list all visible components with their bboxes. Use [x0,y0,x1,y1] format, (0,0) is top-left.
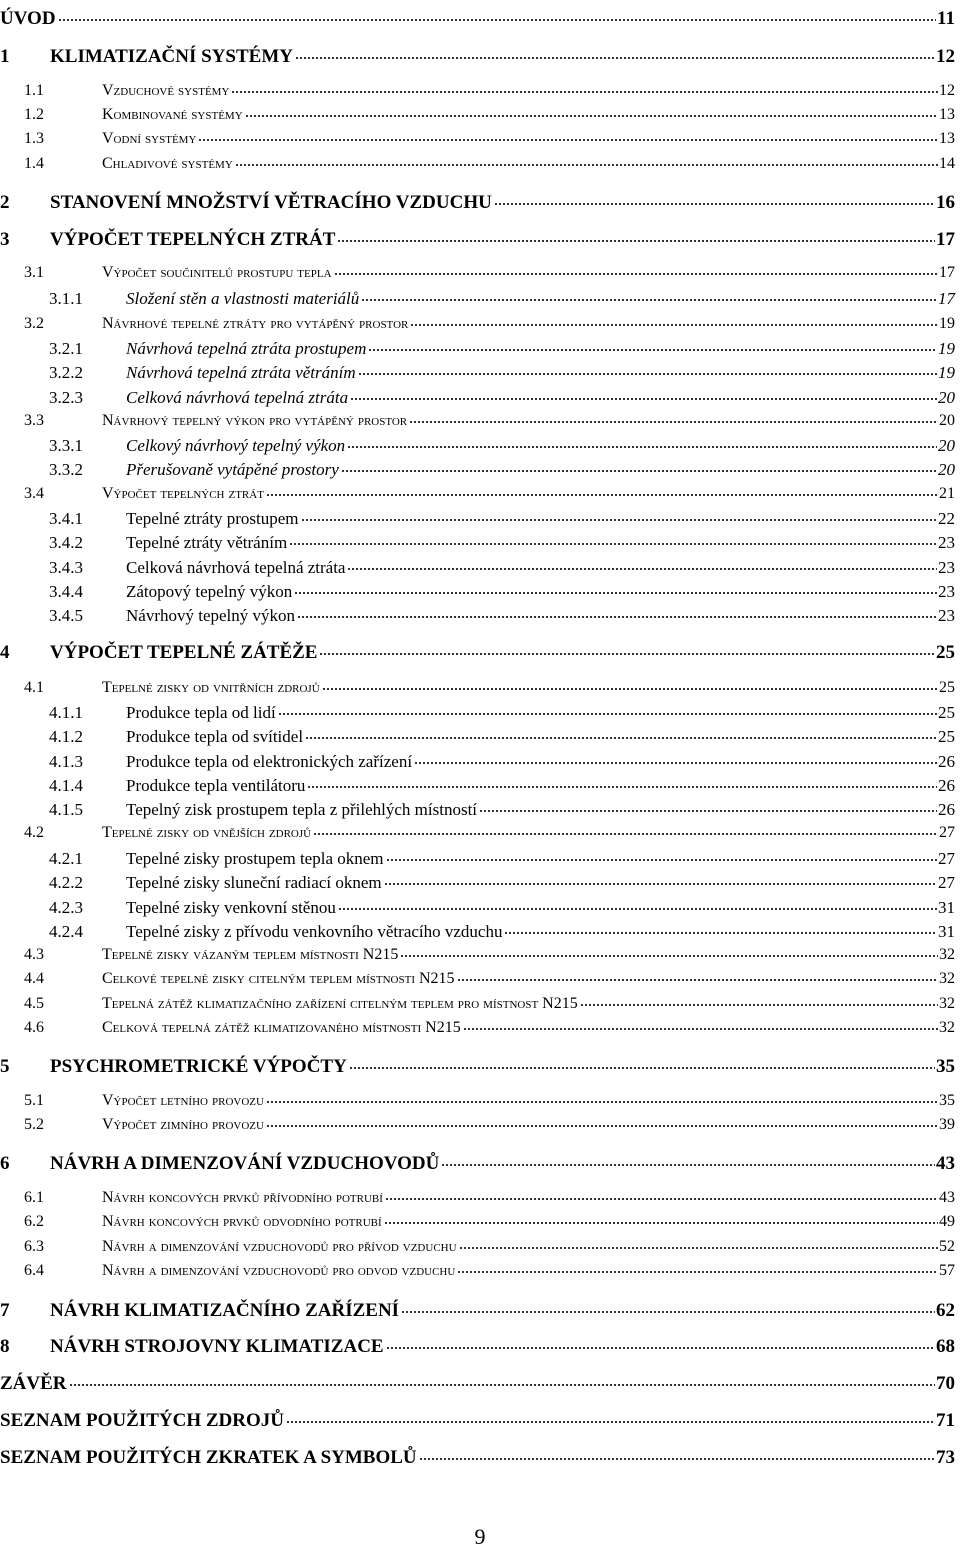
toc-entry[interactable] [24,1111,955,1134]
toc-entry[interactable] [49,698,955,723]
toc-entry-page: 62 [936,1299,955,1321]
toc-entry-page: 32 [939,1019,955,1037]
toc-entry-number: 3.4.4 [49,581,83,601]
toc-entry[interactable] [24,101,955,124]
dot-leader [409,407,938,425]
dot-leader [386,1330,935,1352]
toc-entry[interactable] [24,990,955,1013]
toc-entry-page: 43 [936,1152,955,1174]
dot-leader [58,2,936,24]
toc-entry[interactable] [24,1184,955,1207]
dot-leader [307,771,937,791]
toc-entry-title: Návrhový tepelný výkon pro vytápěný prostor [102,412,408,430]
toc-entry-page: 13 [939,106,955,124]
toc-entry-number: 5.2 [24,1116,44,1134]
toc-entry-title: KLIMATIZAČNÍ SYSTÉMY [50,45,293,67]
toc-entry-number: 4 [0,641,10,663]
toc-entry-page: 25 [938,726,955,746]
toc-entry-page: 68 [936,1335,955,1357]
dot-leader [305,722,937,742]
toc-entry-title: Návrh a dimenzování vzduchovodů pro odvod vzduchu [102,1262,456,1280]
toc-entry-page: 20 [938,387,955,407]
toc-entry[interactable] [49,431,955,456]
toc-entry-title: Tepelné zisky vázaným teplem místnosti N215 [102,946,399,964]
toc-entry-number: 4.1.2 [49,726,83,746]
toc-entry[interactable] [24,1208,955,1231]
toc-entry-page: 19 [938,362,955,382]
toc-entry[interactable] [0,1441,955,1469]
toc-entry[interactable] [0,1404,955,1432]
toc-entry-number: 4.1.5 [49,799,83,819]
toc-entry-title: SEZNAM POUŽITÝCH ZKRATEK A SYMBOLŮ [0,1446,417,1468]
dot-leader [266,480,938,498]
toc-entry-number: 4.3 [24,946,44,964]
toc-entry-title: Vodní systémy [102,130,197,148]
toc-entry-page: 27 [939,824,955,842]
toc-entry-page: 17 [938,288,955,308]
toc-entry-title: Tepelné zisky venkovní stěnou [126,897,336,917]
dot-leader [266,1111,938,1129]
toc-entry-number: 5 [0,1055,10,1077]
dot-leader [385,1184,938,1202]
toc-entry-title: Produkce tepla od lidí [126,702,276,722]
toc-entry-number: 3.4.3 [49,557,83,577]
page-number: 9 [474,1524,486,1549]
dot-leader [319,636,935,658]
toc-entry-title: Zátopový tepelný výkon [126,581,293,601]
toc-entry-page: 35 [936,1055,955,1077]
toc-entry[interactable] [0,186,955,214]
toc-entry[interactable] [24,259,955,282]
dot-leader [457,965,938,983]
toc-entry-title: Tepelný zisk prostupem tepla z přilehlých místností [126,799,478,819]
toc-entry[interactable] [49,868,955,893]
dot-leader [322,674,938,692]
toc-entry[interactable] [49,455,955,480]
dot-leader [294,577,937,597]
dot-leader [289,528,937,548]
toc-entry-title: Celkové tepelné zisky citelným teplem místnosti N215 [102,970,455,988]
toc-entry-page: 25 [939,679,955,697]
toc-entry[interactable] [24,941,955,964]
toc-entry-page: 17 [939,264,955,282]
dot-leader [580,990,938,1008]
toc-entry-title: Celková návrhová tepelná ztráta [126,387,349,407]
toc-entry[interactable] [0,1050,955,1078]
dot-leader [350,383,937,403]
toc-entry-number: 6.3 [24,1238,44,1256]
toc-entry-number: 1.4 [24,155,44,173]
toc-entry-number: 4.1.3 [49,751,83,771]
toc-entry-number: 8 [0,1335,10,1357]
toc-entry-title: Návrh koncových prvků přívodního potrubí [102,1189,383,1207]
toc-entry[interactable] [49,553,955,578]
toc-entry-title: Návrh a dimenzování vzduchovodů pro přívod vzduchu [102,1238,457,1256]
toc-entry-number: 4.1 [24,679,44,697]
toc-entry[interactable] [0,1330,955,1358]
toc-entry-title: Celkový návrhový tepelný výkon [126,435,346,455]
dot-leader [368,334,937,354]
dot-leader [341,455,937,475]
toc-entry-number: 3.1.1 [49,288,83,308]
toc-entry-title: NÁVRH A DIMENZOVÁNÍ VZDUCHOVODŮ [50,1152,440,1174]
toc-entry-title: Produkce tepla od elektronických zařízení [126,751,413,771]
dot-leader [386,844,937,864]
dot-leader [479,795,937,815]
dot-leader [301,504,937,524]
toc-entry-number: 4.1.4 [49,775,83,795]
toc-entry-title: SEZNAM POUŽITÝCH ZDROJŮ [0,1409,284,1431]
dot-leader [414,747,937,767]
toc-entry[interactable] [24,480,955,503]
toc-entry-title: Celková tepelná zátěž klimatizovaného místnosti N215 [102,1019,461,1037]
toc-entry-page: 20 [938,435,955,455]
toc-entry[interactable] [24,965,955,988]
toc-entry-page: 26 [938,775,955,795]
toc-entry-number: 1.1 [24,82,44,100]
toc-entry-title: Celková návrhová tepelná ztráta [126,557,346,577]
dot-leader [295,40,935,62]
toc-entry-number: 4.2.4 [49,921,83,941]
toc-entry-page: 26 [938,751,955,771]
toc-entry[interactable] [24,819,955,842]
toc-entry-page: 14 [939,155,955,173]
toc-entry-page: 19 [939,315,955,333]
toc-entry-page: 20 [939,412,955,430]
dot-leader [419,1441,935,1463]
dot-leader [235,150,938,168]
toc-entry-number: 3.2 [24,315,44,333]
toc-entry-title: Tepelné ztráty větráním [126,532,288,552]
toc-entry[interactable] [49,284,955,309]
toc-entry-number: 3.4 [24,485,44,503]
toc-entry-title: Návrh koncových prvků odvodního potrubí [102,1213,382,1231]
dot-leader [245,101,938,119]
toc-entry-number: 6.2 [24,1213,44,1231]
toc-entry-number: 6 [0,1152,10,1174]
toc-entry-title: Tepelné zisky sluneční radiací oknem [126,872,382,892]
toc-entry[interactable] [24,1014,955,1037]
toc-entry-title: Tepelné zisky od vnitřních zdrojů [102,679,320,697]
toc-entry-page: 49 [939,1213,955,1231]
toc-entry-title: Kombinované systémy [102,106,243,124]
toc-entry-title: Tepelné zisky z přívodu venkovního větracího vzduchu [126,921,503,941]
dot-leader [494,186,935,208]
toc-entry-number: 3 [0,228,10,250]
toc-entry[interactable] [0,636,955,664]
toc-entry-page: 71 [936,1409,955,1431]
toc-entry-page: 25 [936,641,955,663]
dot-leader [410,310,938,328]
toc-entry-title: Tepelná zátěž klimatizačního zařízení citelným teplem pro místnost N215 [102,995,578,1013]
toc-entry[interactable] [49,747,955,772]
toc-entry-number: 4.4 [24,970,44,988]
dot-leader [384,868,937,888]
dot-leader [384,1208,938,1226]
toc-entry[interactable] [24,1257,955,1280]
toc-entry-title: Tepelné ztráty prostupem [126,508,299,528]
toc-entry-page: 32 [939,995,955,1013]
toc-entry-title: Návrhová tepelná ztráta větráním [126,362,356,382]
toc-entry-title: PSYCHROMETRICKÉ VÝPOČTY [50,1055,347,1077]
dot-leader [400,941,938,959]
toc-entry-page: 20 [938,459,955,479]
toc-entry[interactable] [49,771,955,796]
dot-leader [286,1404,935,1426]
toc-entry[interactable] [24,407,955,430]
toc-entry-number: 3.2.1 [49,338,83,358]
dot-leader [337,223,935,245]
toc-entry-title: Výpočet součinitelů prostupu tepla [102,264,332,282]
toc-entry-page: 32 [939,946,955,964]
toc-entry-page: 39 [939,1116,955,1134]
toc-entry-number: 3.3 [24,412,44,430]
toc-entry[interactable] [49,577,955,602]
toc-entry-title: Složení stěn a vlastnosti materiálů [126,288,360,308]
toc-entry[interactable] [0,223,955,251]
dot-leader [441,1147,935,1169]
toc-entry[interactable] [49,893,955,918]
toc-entry[interactable] [24,125,955,148]
dot-leader [278,698,937,718]
toc-entry-title: Návrhové tepelné ztráty pro vytápěný prostor [102,315,409,333]
toc-entry-page: 16 [936,191,955,213]
toc-entry-page: 23 [938,581,955,601]
toc-entry-page: 35 [939,1092,955,1110]
toc-entry-page: 12 [936,45,955,67]
toc-entry[interactable] [24,150,955,173]
toc-entry-number: 4.2.2 [49,872,83,892]
dot-leader [504,917,937,937]
dot-leader [349,1050,935,1072]
toc-entry[interactable] [49,528,955,553]
toc-entry-title: Výpočet letního provozu [102,1092,264,1110]
toc-entry[interactable] [49,358,955,383]
toc-entry-number: 4.2.3 [49,897,83,917]
toc-entry[interactable] [0,40,955,68]
toc-entry-title: Tepelné zisky od vnějších zdrojů [102,824,312,842]
dot-leader [69,1367,935,1389]
toc-entry-title: STANOVENÍ MNOŽSTVÍ VĚTRACÍHO VZDUCHU [50,191,492,213]
toc-entry[interactable] [49,917,955,942]
toc-entry-page: 31 [938,921,955,941]
toc-entry-title: Přerušovaně vytápěné prostory [126,459,339,479]
toc-entry-page: 32 [939,970,955,988]
toc-entry[interactable] [24,1233,955,1256]
dot-leader [361,284,937,304]
toc-entry-number: 6.1 [24,1189,44,1207]
toc-entry[interactable] [49,383,955,408]
toc-entry-number: 1.2 [24,106,44,124]
toc-entry[interactable] [49,795,955,820]
toc-entry[interactable] [0,1367,955,1395]
toc-entry-page: 57 [939,1262,955,1280]
toc-entry[interactable] [49,722,955,747]
toc-entry[interactable] [49,334,955,359]
toc-entry-page: 21 [939,485,955,503]
toc-entry-title: Návrhová tepelná ztráta prostupem [126,338,367,358]
toc-entry-number: 3.4.5 [49,605,83,625]
toc-entry-page: 11 [937,7,955,29]
toc-entry-number: 4.1.1 [49,702,83,722]
toc-entry-number: 3.3.2 [49,459,83,479]
toc-entry-title: ÚVOD [0,7,56,29]
toc-entry-number: 4.5 [24,995,44,1013]
toc-entry-number: 5.1 [24,1092,44,1110]
toc-entry[interactable] [24,310,955,333]
toc-entry[interactable] [24,1087,955,1110]
dot-leader [457,1257,938,1275]
toc-entry-page: 52 [939,1238,955,1256]
toc-entry-number: 1.3 [24,130,44,148]
toc-entry[interactable] [49,844,955,869]
toc-entry-number: 4.2.1 [49,848,83,868]
toc-entry-page: 19 [938,338,955,358]
toc-entry-page: 73 [936,1446,955,1468]
dot-leader [266,1087,938,1105]
toc-entry-title: Vzduchové systémy [102,82,230,100]
toc-entry-title: VÝPOČET TEPELNÉ ZÁTĚŽE [50,641,318,663]
toc-entry-title: Výpočet tepelných ztrát [102,485,264,503]
toc-entry-number: 3.3.1 [49,435,83,455]
toc-entry-page: 27 [938,848,955,868]
dot-leader [401,1294,935,1316]
toc-entry-number: 4.2 [24,824,44,842]
toc-entry-page: 17 [936,228,955,250]
toc-entry-page: 23 [938,605,955,625]
toc-entry-page: 25 [938,702,955,722]
toc-entry-title: VÝPOČET TEPELNÝCH ZTRÁT [50,228,336,250]
dot-leader [334,259,938,277]
dot-leader [347,553,937,573]
toc-entry[interactable] [49,601,955,626]
toc-entry-title: Chladivové systémy [102,155,233,173]
toc-entry-page: 43 [939,1189,955,1207]
toc-entry[interactable] [24,77,955,100]
toc-entry-page: 23 [938,557,955,577]
toc-entry-number: 1 [0,45,10,67]
toc-entry-number: 2 [0,191,10,213]
dot-leader [297,601,937,621]
toc-entry-title: NÁVRH KLIMATIZAČNÍHO ZAŘÍZENÍ [50,1299,400,1321]
toc-entry-page: 23 [938,532,955,552]
toc-entry-title: ZÁVĚR [0,1372,67,1394]
toc-entry-page: 70 [936,1372,955,1394]
toc-entry-title: NÁVRH STROJOVNY KLIMATIZACE [50,1335,384,1357]
toc-entry[interactable] [0,1294,955,1322]
dot-leader [198,125,938,143]
toc-entry[interactable] [0,1147,955,1175]
toc-entry[interactable] [24,674,955,697]
dot-leader [463,1014,938,1032]
toc-entry-number: 4.6 [24,1019,44,1037]
dot-leader [459,1233,938,1251]
toc-entry-title: Tepelné zisky prostupem tepla oknem [126,848,384,868]
toc-entry-title: Produkce tepla od svítidel [126,726,304,746]
toc-entry-page: 26 [938,799,955,819]
dot-leader [338,893,937,913]
toc-entry-title: Návrhový tepelný výkon [126,605,296,625]
toc-entry-page: 12 [939,82,955,100]
toc-entry-page: 13 [939,130,955,148]
toc-entry-number: 3.4.2 [49,532,83,552]
toc-entry-number: 3.1 [24,264,44,282]
toc-entry-page: 22 [938,508,955,528]
dot-leader [347,431,937,451]
dot-leader [358,358,937,378]
dot-leader [231,77,938,95]
toc-entry-number: 7 [0,1299,10,1321]
toc-entry[interactable] [0,2,955,30]
toc-entry[interactable] [49,504,955,529]
toc-entry-number: 3.2.3 [49,387,83,407]
toc-entry-title: Produkce tepla ventilátoru [126,775,306,795]
toc-entry-number: 3.4.1 [49,508,83,528]
dot-leader [313,819,938,837]
toc-entry-page: 31 [938,897,955,917]
toc-entry-number: 6.4 [24,1262,44,1280]
toc-entry-page: 27 [938,872,955,892]
toc-entry-number: 3.2.2 [49,362,83,382]
toc-entry-title: Výpočet zimního provozu [102,1116,264,1134]
